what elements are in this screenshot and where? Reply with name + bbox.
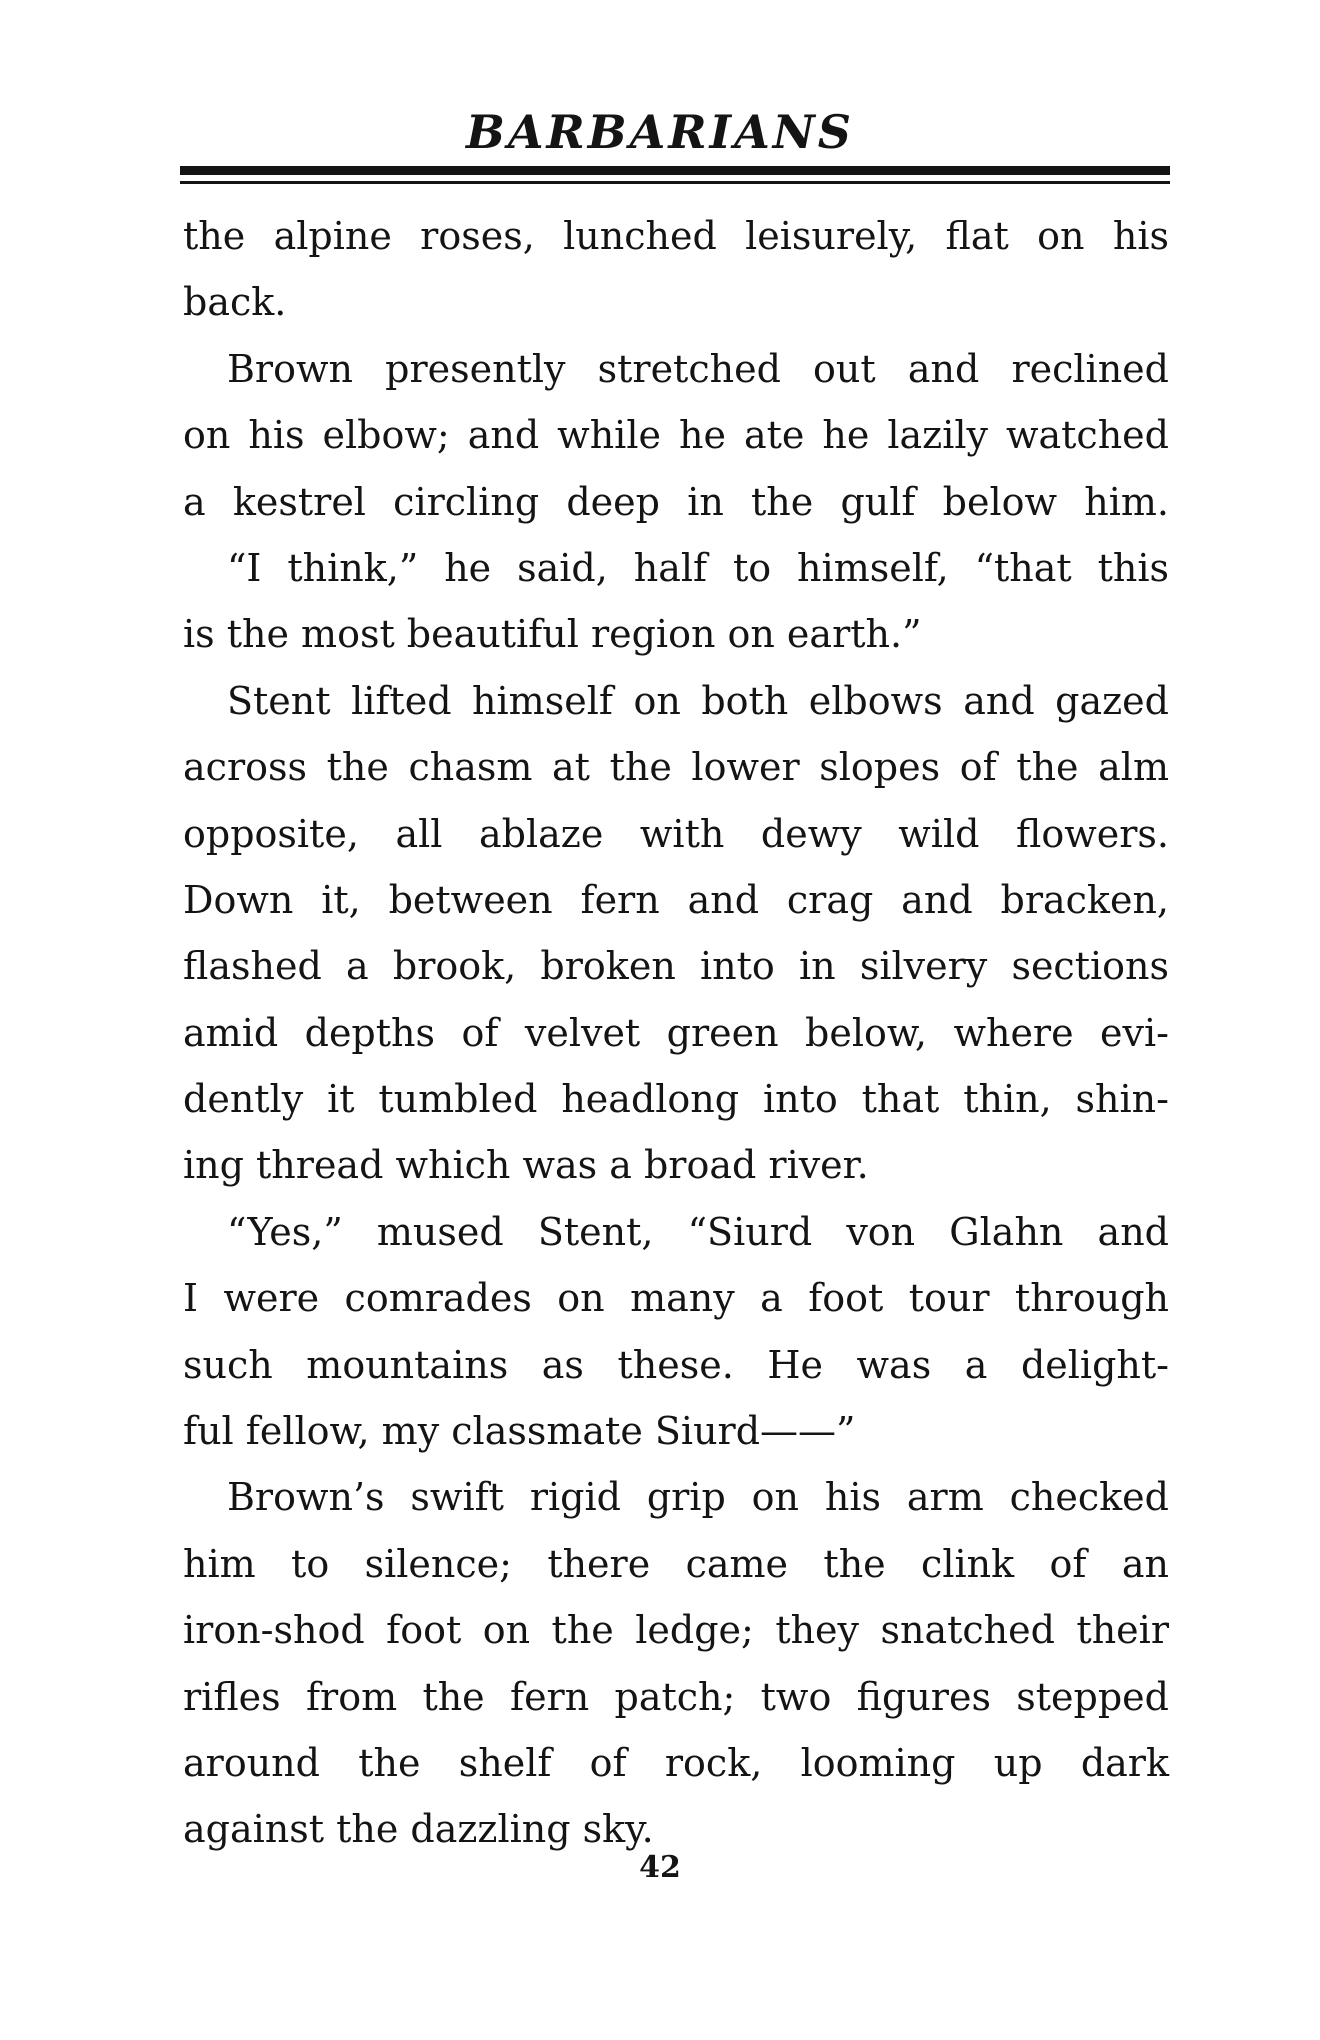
text-line: around the shelf of rock, looming up dark (183, 1740, 1169, 1785)
text-line: “Yes,” mused Stent, “Siurd von Glahn and (227, 1209, 1169, 1254)
text-line: I were comrades on many a foot tour through (183, 1276, 1169, 1321)
text-line: ful fellow, my classmate Siurd——” (183, 1409, 856, 1454)
text-line: Brown presently stretched out and reclined (227, 346, 1169, 391)
text-line: “I think,” he said, half to himself, “that this (227, 545, 1169, 590)
text-line: iron-shod foot on the ledge; they snatched their (183, 1608, 1169, 1653)
text-line: Down it, between fern and crag and bracken, (183, 877, 1169, 922)
body-text (183, 203, 1169, 1863)
text-line: on his elbow; and while he ate he lazily watched (183, 413, 1169, 458)
text-line: is the most beautiful region on earth.” (183, 612, 922, 657)
text-line: flashed a brook, broken into in silvery sections (183, 944, 1169, 989)
text-line: a kestrel circling deep in the gulf below him. (183, 479, 1169, 524)
text-line: ing thread which was a broad river. (183, 1143, 869, 1188)
running-head-title: BARBARIANS (465, 105, 855, 159)
page-number: 42 (639, 1850, 681, 1885)
header-rule-thick (180, 166, 1170, 175)
text-line: Brown’s swift rigid grip on his arm checked (227, 1475, 1169, 1520)
text-line: back. (183, 280, 287, 325)
text-line: Stent lifted himself on both elbows and gazed (227, 678, 1169, 723)
header-rule-thin (180, 181, 1170, 184)
text-line: such mountains as these. He was a delight- (183, 1342, 1169, 1387)
text-line: against the dazzling sky. (183, 1807, 654, 1852)
text-line: dently it tumbled headlong into that thin, shin- (183, 1077, 1169, 1122)
text-line: amid depths of velvet green below, where evi- (183, 1010, 1169, 1055)
text-line: opposite, all ablaze with dewy wild flowers. (183, 811, 1169, 856)
text-line: across the chasm at the lower slopes of the alm (183, 745, 1169, 790)
text-line: rifles from the fern patch; two figures stepped (183, 1674, 1169, 1719)
text-line: the alpine roses, lunched leisurely, flat on his (183, 214, 1169, 258)
text-line: him to silence; there came the clink of an (183, 1541, 1169, 1586)
